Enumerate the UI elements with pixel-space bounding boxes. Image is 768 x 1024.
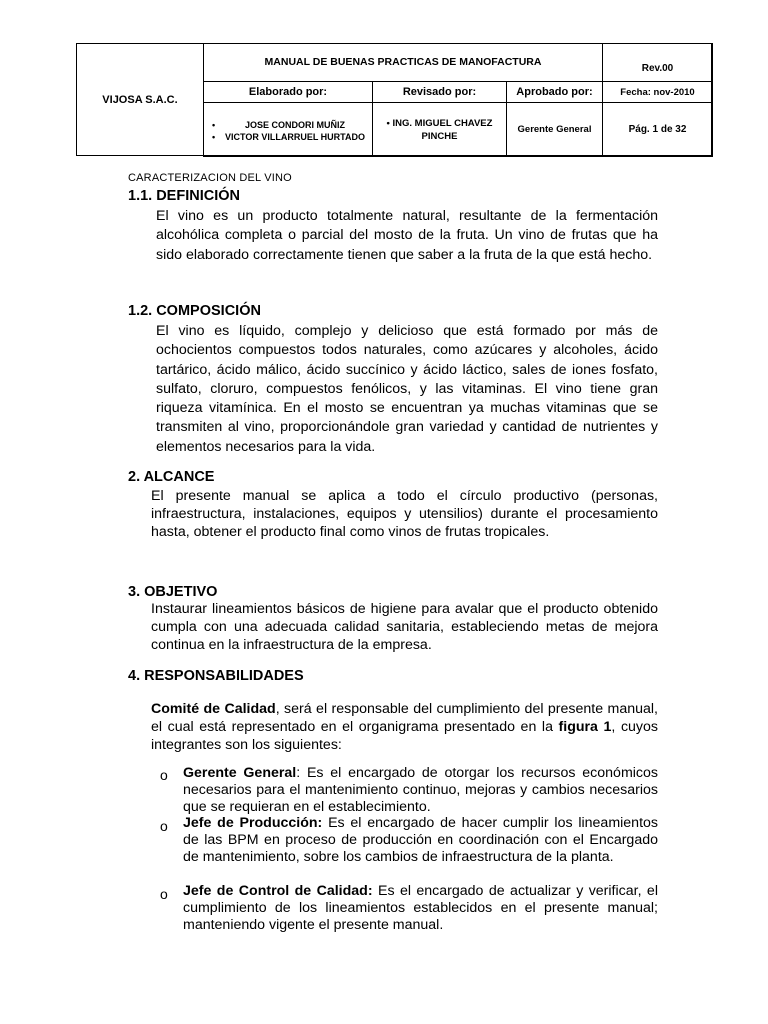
- bullet-marker-3: o: [160, 886, 168, 902]
- intro-text-1: , será el responsable del cumplimiento del presente manual, el cual está representado en el organigrama presentado en la: [151, 701, 658, 735]
- elaborado-name-1: • JOSE CONDORI MUÑIZ: [211, 119, 365, 131]
- revisado-label: Revisado por:: [372, 81, 507, 103]
- revision-label: Rev.00: [602, 43, 713, 82]
- aprobado-label: Aprobado por:: [506, 81, 603, 103]
- elaborado-name-2: • VICTOR VILLARRUEL HURTADO: [211, 131, 365, 143]
- section-title-alcance: 2. ALCANCE: [128, 469, 215, 485]
- item-text-jefe-calidad: Es el encargado de actualizar y verificar, el cumplimiento de los lineamientos establecidos en el presente manual; manteniendo vigente el presente manual.: [183, 883, 658, 934]
- section-text-definicion: El vino es un producto totalmente natural, resultante de la fermentación alcohólica completa o parcial del mosto de la fruta. Un vino de frutas que ha sido elaborado correctamente tienen que saber a la fruta de la que está hecho.: [156, 208, 658, 263]
- revisado-name: • ING. MIGUEL CHAVEZ PINCHE: [372, 102, 507, 157]
- section-text-objetivo: Instaurar lineamientos básicos de higiene para avalar que el producto obtenido cumpla con una adecuada calidad sanitaria, estableciendo metas de mejora continua en la infraestructura de la empresa.: [151, 601, 658, 653]
- section-title-definicion: 1.1. DEFINICIÓN: [128, 188, 240, 204]
- section-title-responsabilidades: 4. RESPONSABILIDADES: [128, 668, 304, 684]
- date-label: Fecha: nov-2010: [602, 81, 713, 103]
- section-caption: CARACTERIZACION DEL VINO: [128, 172, 292, 184]
- list-item: [183, 883, 658, 935]
- elaborado-label: Elaborado por:: [203, 81, 373, 103]
- manual-title: MANUAL DE BUENAS PRACTICAS DE MANOFACTURA: [203, 43, 603, 82]
- aprobado-name: Gerente General: [506, 102, 603, 157]
- list-item: [183, 815, 658, 867]
- document-header-table: [76, 43, 712, 156]
- elaborado-names: [203, 102, 373, 157]
- intro-text-2: , cuyos integrantes son los siguientes:: [151, 718, 659, 753]
- comite-calidad-bold: Comité de Calidad: [151, 701, 276, 717]
- item-title-gerente: Gerente General: [183, 765, 297, 781]
- item-title-jefe-calidad: Jefe de Control de Calidad:: [183, 883, 373, 899]
- section-text-composicion: El vino es líquido, complejo y delicioso que está formado por más de ochocientos compuestos todos naturales, como azúcares y alcoholes, ácido tartárico, ácido málico, ácido succínico y ácido láctico, sales de iones fosfato, sulfato, cloruro, compuestos fenólicos, y las vitaminas. El vino tiene gran riqueza vitamínica. En el mosto se encuentran ya muchas vitaminas que se transmiten al vino, proporcionándole gran variedad y cantidad de nutrientes y elementos necesarios para la vida.: [156, 323, 658, 455]
- list-item: [183, 765, 658, 817]
- bullet-marker-2: o: [160, 818, 168, 834]
- responsabilidades-intro: [151, 701, 658, 754]
- company-name: VIJOSA S.A.C.: [76, 43, 204, 156]
- item-title-jefe-produccion: Jefe de Producción:: [183, 815, 323, 831]
- bullet-marker-1: o: [160, 767, 168, 783]
- section-text-alcance: El presente manual se aplica a todo el círculo productivo (personas, infraestructura, instalaciones, equipos y utensilios) durante el procesamiento hasta, obtener el producto final como vinos de frutas tropicales.: [151, 488, 658, 540]
- item-text-jefe-produccion: Es el encargado de hacer cumplir los lineamientos de las BPM en proceso de producción en coordinación con el Encargado de mantenimiento, sobre los cambios de infraestructura de la planta.: [183, 815, 658, 866]
- item-text-gerente: : Es el encargado de otorgar los recursos económicos necesarios para el mantenimiento continuo, mejoras y cambios necesarios que se requieran en el establecimiento.: [183, 765, 658, 816]
- figura-ref-bold: figura 1: [558, 718, 612, 735]
- section-title-composicion: 1.2. COMPOSICIÓN: [128, 303, 261, 319]
- page-number: Pág. 1 de 32: [602, 102, 713, 157]
- section-title-objetivo: 3. OBJETIVO: [128, 584, 218, 600]
